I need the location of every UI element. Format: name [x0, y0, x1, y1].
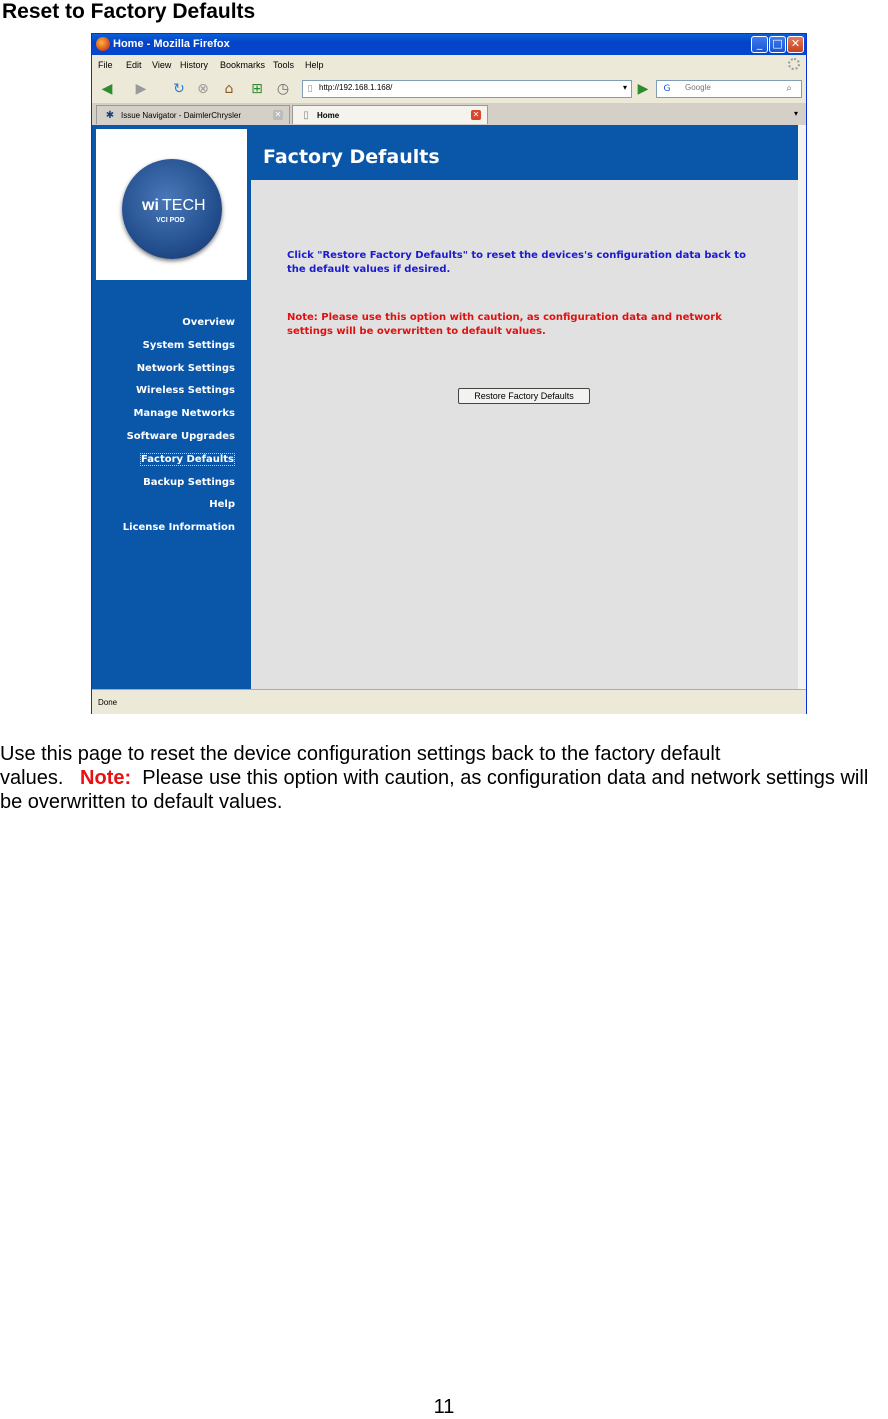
- reload-icon[interactable]: ↻: [173, 81, 185, 97]
- search-icon[interactable]: ⌕: [786, 83, 792, 94]
- page-icon: ▯: [307, 84, 313, 94]
- document-paragraph: [0, 742, 888, 814]
- new-tab-icon[interactable]: ⊞: [251, 81, 263, 97]
- menu-bookmarks[interactable]: Bookmarks: [220, 60, 266, 70]
- sidebar-nav: [123, 317, 235, 545]
- sidebar-item-manage-networks[interactable]: Manage Networks: [133, 408, 235, 420]
- sidebar-item-network-settings[interactable]: Network Settings: [136, 362, 235, 374]
- menu-tools[interactable]: Tools: [273, 60, 295, 70]
- page-number: 11: [433, 1396, 455, 1418]
- go-icon[interactable]: ▶: [637, 81, 649, 97]
- menu-help[interactable]: Help: [305, 60, 324, 70]
- restore-factory-defaults-button[interactable]: Restore Factory Defaults: [458, 388, 590, 404]
- navigation-toolbar: [92, 75, 806, 103]
- tab-label: Issue Navigator - DaimlerChrysler: [121, 111, 242, 120]
- tab-favicon-icon: ▯: [303, 110, 309, 121]
- scrollbar[interactable]: [798, 125, 806, 689]
- address-bar[interactable]: [302, 80, 632, 98]
- throbber-icon: [788, 58, 800, 70]
- title-bar[interactable]: [92, 34, 806, 55]
- page-title: Factory Defaults: [263, 146, 440, 168]
- sidebar-item-overview[interactable]: Overview: [182, 317, 235, 328]
- url-dropdown-icon[interactable]: ▾: [622, 83, 627, 92]
- stop-icon[interactable]: ⊗: [197, 81, 209, 97]
- sidebar-item-backup-settings[interactable]: Backup Settings: [143, 476, 235, 488]
- status-bar: [92, 689, 806, 714]
- menu-file[interactable]: File: [98, 60, 113, 70]
- tab-bar: [92, 103, 806, 126]
- tab-label: Home: [317, 111, 340, 120]
- document-heading: Reset to Factory Defaults: [2, 0, 256, 23]
- browser-window: [91, 33, 807, 714]
- search-engine-icon[interactable]: G: [663, 84, 671, 94]
- main-panel: [251, 125, 806, 689]
- sidebar-item-license-information[interactable]: License Information: [122, 522, 235, 534]
- warning-text: Note: Please use this option with caution, as configuration data and network settings will be overwritten to default values.: [287, 312, 722, 337]
- tab-favicon-icon: ✱: [105, 110, 115, 121]
- sidebar-item-factory-defaults[interactable]: Factory Defaults: [141, 453, 234, 465]
- back-icon[interactable]: ◀: [101, 81, 113, 97]
- close-window-button[interactable]: ✕: [787, 36, 804, 53]
- page-content: [92, 125, 806, 689]
- maximize-button[interactable]: □: [769, 36, 786, 53]
- search-input[interactable]: [685, 83, 765, 92]
- menu-bar: [92, 55, 806, 75]
- paragraph-text: Use this page to reset the device configuration settings back to the factory default values.: [0, 743, 721, 789]
- status-text: Done: [98, 698, 118, 707]
- logo-panel: [96, 129, 247, 280]
- note-label: Note:: [80, 767, 132, 789]
- menu-view[interactable]: View: [152, 60, 172, 70]
- sidebar-item-help[interactable]: Help: [209, 499, 235, 511]
- instruction-text: Click "Restore Factory Defaults" to reset the devices's configuration data back to the default values if desired.: [287, 250, 746, 275]
- minimize-button[interactable]: _: [751, 36, 768, 53]
- forward-icon[interactable]: ▶: [135, 81, 147, 97]
- home-icon[interactable]: ⌂: [224, 81, 234, 97]
- menu-edit[interactable]: Edit: [126, 60, 142, 70]
- firefox-icon: [96, 37, 110, 51]
- tab-home[interactable]: [292, 105, 488, 124]
- close-tab-icon[interactable]: ✕: [472, 110, 480, 119]
- note-text: Please use this option with caution, as configuration data and network settings will be overwritten to default values.: [0, 767, 869, 813]
- search-box[interactable]: [656, 80, 802, 98]
- sidebar-item-wireless-settings[interactable]: Wireless Settings: [136, 385, 235, 397]
- url-input[interactable]: [319, 83, 609, 92]
- page-header: [251, 125, 798, 180]
- window-title: Home - Mozilla Firefox: [113, 38, 230, 50]
- tab-issue-navigator[interactable]: [96, 105, 290, 124]
- tab-list-icon[interactable]: ▾: [793, 109, 798, 118]
- history-icon[interactable]: ◷: [276, 81, 290, 97]
- sidebar-item-system-settings[interactable]: System Settings: [142, 339, 235, 351]
- menu-history[interactable]: History: [180, 60, 209, 70]
- sidebar-item-software-upgrades[interactable]: Software Upgrades: [126, 430, 235, 442]
- sidebar: [92, 125, 251, 689]
- witech-logo: wi TECH VCI POD: [122, 159, 222, 259]
- close-tab-icon[interactable]: ✕: [274, 110, 282, 119]
